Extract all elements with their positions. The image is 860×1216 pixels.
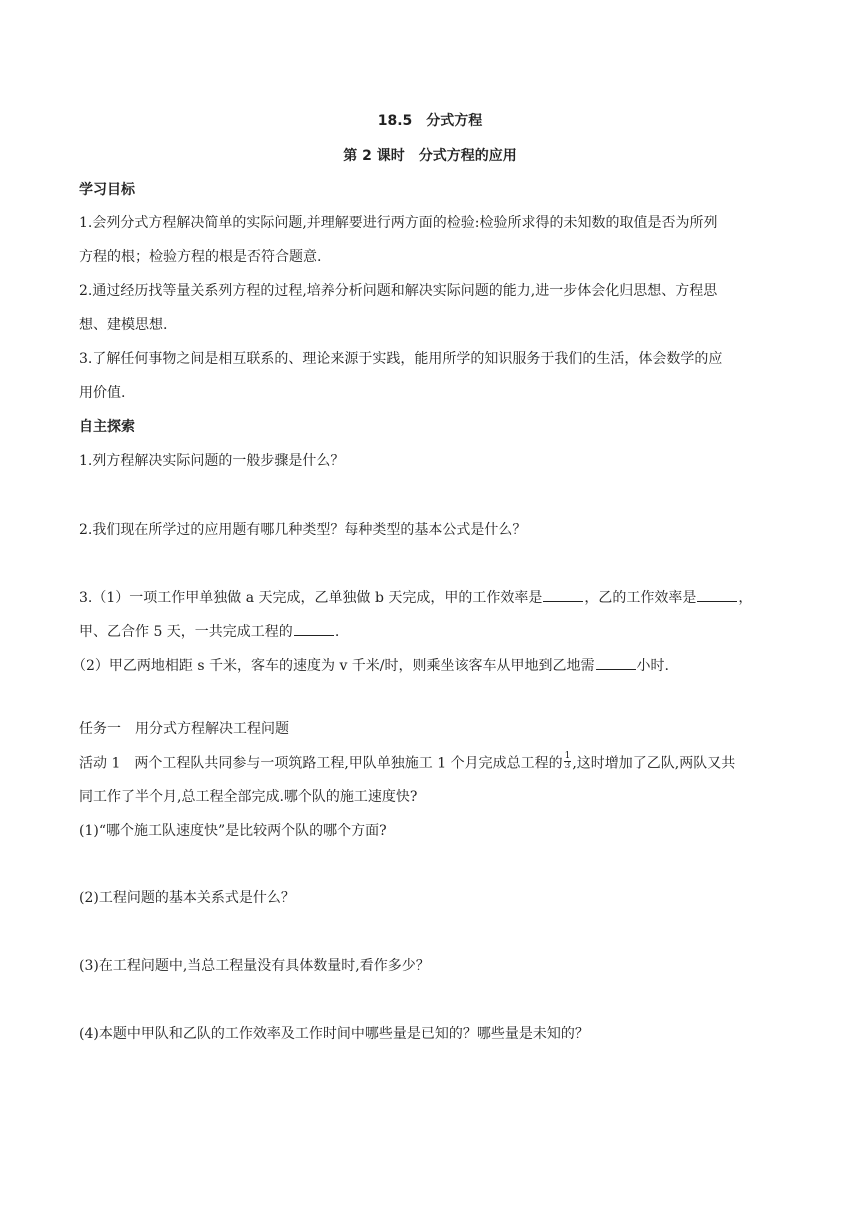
lesson-title: 第 2 课时 分式方程的应用 <box>343 148 517 164</box>
q3b-text-2: 小时. <box>636 658 669 674</box>
q3-text-2: ，乙的工作效率是 <box>584 590 697 606</box>
explore-question-3b <box>72 656 777 675</box>
answer-blank[interactable] <box>294 622 334 636</box>
fraction-numerator: 1 <box>564 751 571 761</box>
sub-question-2: (2)工程问题的基本关系式是什么？ <box>79 890 295 906</box>
sub-question-4: (4)本题中甲队和乙队的工作效率及工作时间中哪些量是已知的？哪些量是未知的？ <box>79 1026 589 1042</box>
objective-1-line-2: 方程的根；检验方程的根是否符合题意. <box>79 249 322 265</box>
activity1-line-2: 同工作了半个月,总工程全部完成.哪个队的施工速度快? <box>79 789 418 805</box>
task1-heading: 任务一 用分式方程解决工程问题 <box>79 721 289 737</box>
objective-3-line-1: 3.了解任何事物之间是相互联系的、理论来源于实践，能用所学的知识服务于我们的生活，体会数学的应 <box>79 351 723 367</box>
activity1-text-1: 活动 1 两个工程队共同参与一项筑路工程,甲队单独施工 1 个月完成总工程的 <box>79 755 563 772</box>
explore-question-3-line-2 <box>79 622 784 641</box>
q3-line2-text-1: 甲、乙合作 5 天，一共完成工程的 <box>79 624 293 640</box>
answer-blank[interactable] <box>697 588 737 602</box>
explore-question-3-line-1 <box>79 588 784 607</box>
q3-text-3: ， <box>738 590 753 606</box>
q3-text-1: 3.（1）一项工作甲单独做 a 天完成，乙单独做 b 天完成，甲的工作效率是 <box>79 590 543 606</box>
objective-2-line-1: 2.通过经历找等量关系列方程的过程,培养分析问题和解决实际问题的能力,进一步体会化归思想、方程思 <box>79 283 718 299</box>
explore-heading: 自主探索 <box>79 419 135 435</box>
sub-question-3: (3)在工程问题中,当总工程量没有具体数量时,看作多少？ <box>79 958 430 974</box>
answer-blank[interactable] <box>543 588 583 602</box>
sub-question-1: (1)“哪个施工队速度快”是比较两个队的哪个方面? <box>79 823 387 839</box>
explore-question-1: 1.列方程解决实际问题的一般步骤是什么？ <box>79 453 345 469</box>
explore-question-2: 2.我们现在所学过的应用题有哪几种类型？每种类型的基本公式是什么？ <box>79 522 527 538</box>
fraction-denominator: 3 <box>564 761 571 771</box>
objectives-heading: 学习目标 <box>79 182 135 198</box>
section-title: 18.5 分式方程 <box>377 113 483 129</box>
objective-1-line-1: 1.会列分式方程解决简单的实际问题,并理解要进行两方面的检验:检验所求得的未知数的取值是否为所列 <box>79 215 718 231</box>
activity1-text-2: ,这时增加了乙队,两队又共 <box>572 755 736 772</box>
q3b-text-1: （2）甲乙两地相距 s 千米，客车的速度为 v 千米/时，则乘坐该客车从甲地到乙地需 <box>72 658 595 674</box>
q3-line2-text-2: . <box>334 624 340 640</box>
activity1-line-1 <box>79 751 784 773</box>
objective-3-line-2: 用价值. <box>79 385 126 401</box>
fraction-one-third <box>564 752 572 771</box>
answer-blank[interactable] <box>596 656 636 670</box>
objective-2-line-2: 想、建模思想. <box>79 317 168 333</box>
